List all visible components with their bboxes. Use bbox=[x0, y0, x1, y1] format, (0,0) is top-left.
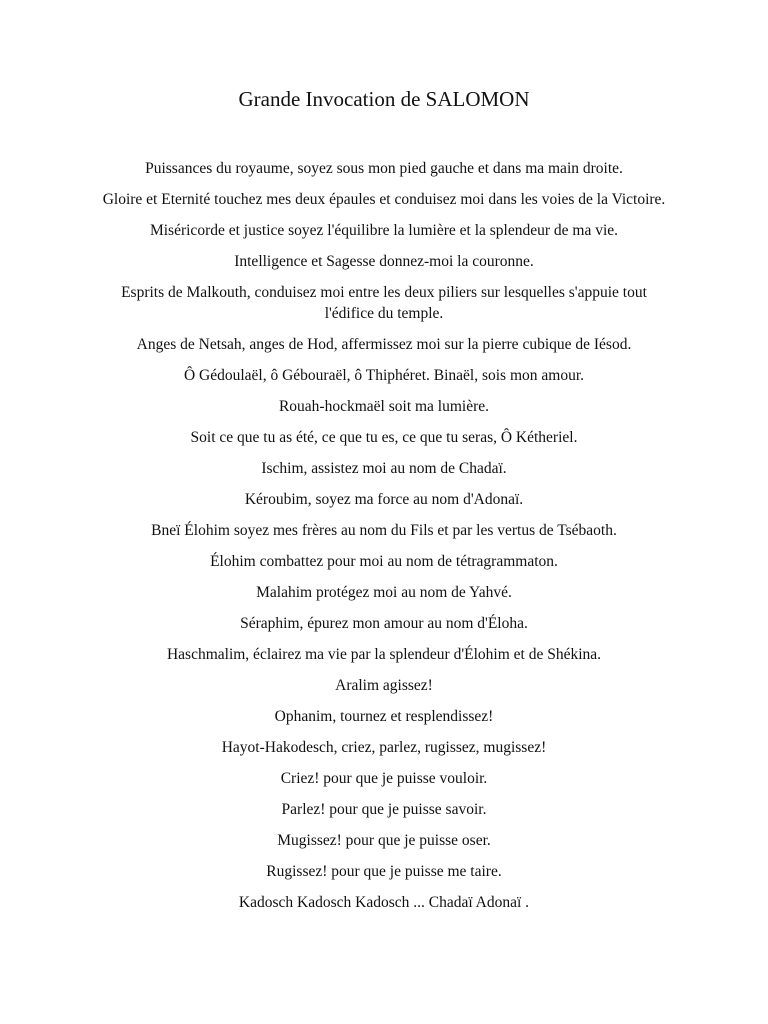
invocation-line: Séraphim, épurez mon amour au nom d'Éloha. bbox=[240, 615, 528, 632]
invocation-line: Miséricorde et justice soyez l'équilibre la lumière et la splendeur de ma vie. bbox=[149, 222, 619, 239]
invocation-text bbox=[96, 158, 672, 923]
invocation-line: Haschmalim, éclairez ma vie par la splendeur d'Élohim et de Shékina. bbox=[166, 646, 602, 663]
invocation-line: Intelligence et Sagesse donnez-moi la couronne. bbox=[234, 253, 534, 270]
invocation-line: Ô Gédoulaël, ô Gébouraël, ô Thiphéret. Binaël, sois mon amour. bbox=[183, 367, 585, 384]
invocation-line: Élohim combattez pour moi au nom de tétragrammaton. bbox=[210, 553, 558, 570]
invocation-line: Aralim agissez! bbox=[335, 677, 433, 694]
invocation-line: Kadosch Kadosch Kadosch ... Chadaï Adonaï . bbox=[238, 894, 530, 911]
invocation-line: Soit ce que tu as été, ce que tu es, ce que tu seras, Ô Kétheriel. bbox=[190, 429, 578, 446]
invocation-line: Rugissez! pour que je puisse me taire. bbox=[266, 863, 502, 880]
document-title: Grande Invocation de SALOMON bbox=[238, 87, 530, 111]
invocation-line: Ophanim, tournez et resplendissez! bbox=[274, 708, 494, 725]
invocation-line: Hayot-Hakodesch, criez, parlez, rugissez, mugissez! bbox=[221, 739, 547, 756]
invocation-line: Puissances du royaume, soyez sous mon pied gauche et dans ma main droite. bbox=[145, 160, 623, 177]
invocation-line: Gloire et Eternité touchez mes deux épaules et conduisez moi dans les voies de la Victoire. bbox=[102, 191, 666, 208]
invocation-line: Parlez! pour que je puisse savoir. bbox=[281, 801, 487, 818]
invocation-line: Criez! pour que je puisse vouloir. bbox=[280, 770, 488, 787]
invocation-line: Ischim, assistez moi au nom de Chadaï. bbox=[261, 460, 507, 477]
invocation-line: Esprits de Malkouth, conduisez moi entre les deux piliers sur lesquelles s'appuie tout l'édifice du temple. bbox=[121, 284, 647, 322]
invocation-line: Anges de Netsah, anges de Hod, affermissez moi sur la pierre cubique de Iésod. bbox=[136, 336, 632, 353]
invocation-line: Mugissez! pour que je puisse oser. bbox=[277, 832, 491, 849]
invocation-line: Malahim protégez moi au nom de Yahvé. bbox=[256, 584, 512, 601]
invocation-line: Kéroubim, soyez ma force au nom d'Adonaï. bbox=[244, 491, 524, 508]
invocation-line: Bneï Élohim soyez mes frères au nom du Fils et par les vertus de Tsébaoth. bbox=[151, 522, 617, 539]
invocation-line: Rouah-hockmaël soit ma lumière. bbox=[278, 398, 490, 415]
